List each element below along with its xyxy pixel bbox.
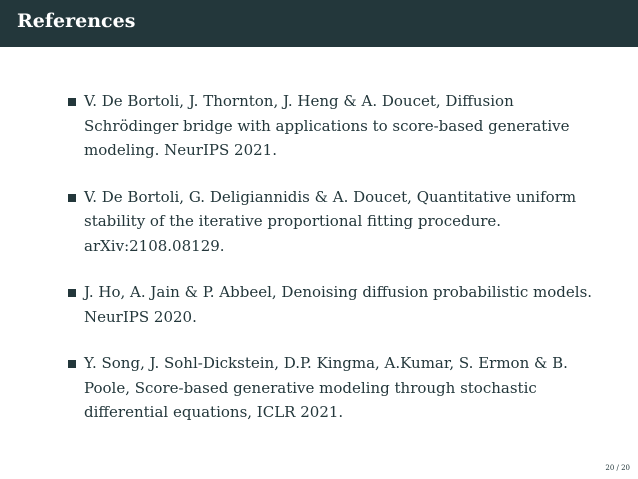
reference-text: V. De Bortoli, J. Thornton, J. Heng & A. Doucet, Diffusion Schrödinger bridge with applications to score-based generative modeling. NeurIPS 2021. (84, 92, 570, 159)
reference-item (64, 89, 604, 163)
slide-header (0, 0, 638, 47)
square-bullet-icon (68, 194, 76, 202)
reference-text: Y. Song, J. Sohl-Dickstein, D.P. Kingma, A.Kumar, S. Ermon & B. Poole, Score-based generative modeling through stochastic differential equations, ICLR 2021. (84, 354, 568, 421)
reference-item (64, 351, 604, 425)
reference-item (64, 185, 604, 259)
square-bullet-icon (68, 98, 76, 106)
reference-text: V. De Bortoli, G. Deligiannidis & A. Doucet, Quantitative uniform stability of the iterative proportional fitting procedure. arXiv:2108.08129. (84, 187, 577, 255)
reference-item (64, 280, 604, 329)
reference-text: J. Ho, A. Jain & P. Abbeel, Denoising diffusion probabilistic models. NeurIPS 2020. (84, 283, 593, 326)
page-number: 20 / 20 (605, 464, 630, 472)
slide-title: References (17, 10, 136, 32)
square-bullet-icon (68, 360, 76, 368)
reference-list (64, 89, 604, 425)
square-bullet-icon (68, 289, 76, 297)
